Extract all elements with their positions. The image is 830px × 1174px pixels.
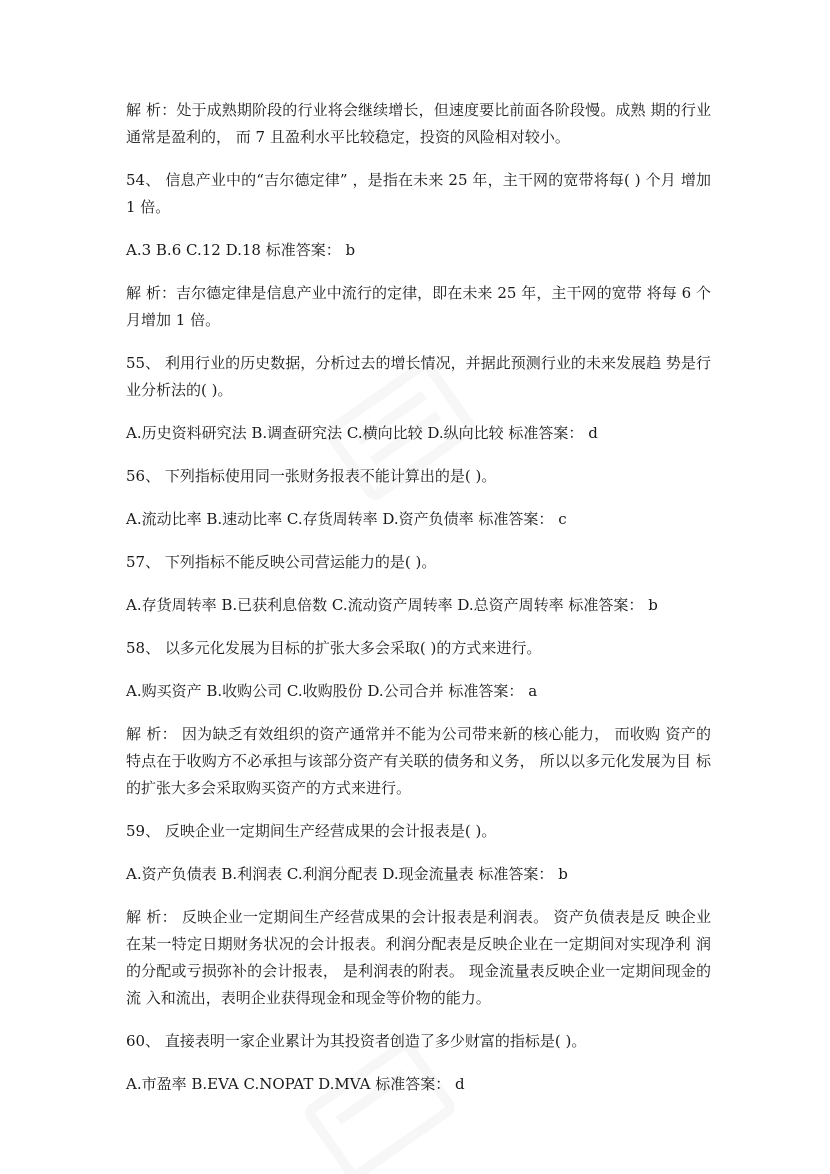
question-60: 60、 直接表明一家企业累计为其投资者创造了多少财富的指标是( )。 [126,1032,587,1050]
options-54: A.3 B.6 C.12 D.18 标准答案： b [126,241,356,259]
explanation-58: 解 析： 因为缺乏有效组织的资产通常并不能为公司带来新的核心能力， 而收购 资产的特点在于收购方不必承担与该部分资产有关联的债务和义务， 所以以多元化发展为目 标的扩张大多会采取购买资产的方式来进行。 [126,725,711,797]
question-54: 54、 信息产业中的“吉尔德定律” ，是指在未来 25 年，主干网的宽带将每( ) 个月 增加 1 倍。 [126,171,711,216]
document-body [126,97,711,1114]
options-55: A.历史资料研究法 B.调查研究法 C.横向比较 D.纵向比较 标准答案： d [126,424,598,442]
question-58: 58、 以多元化发展为目标的扩张大多会采取( )的方式来进行。 [126,639,542,657]
explanation-59: 解 析： 反映企业一定期间生产经营成果的会计报表是利润表。 资产负债表是反 映企业在某一特定日期财务状况的会计报表。利润分配表是反映企业在一定期间对实现净利 润的分配或亏损弥补的会计报表， 是利润表的附表。 现金流量表反映企业一定期间现金的流 入和流出，表明企业获得现金和现金等价物的能力。 [126,908,711,1007]
options-59: A.资产负债表 B.利润表 C.利润分配表 D.现金流量表 标准答案： b [126,865,568,883]
explanation-54: 解 析：吉尔德定律是信息产业中流行的定律，即在未来 25 年，主干网的宽带 将每 6 个月增加 1 倍。 [126,284,711,329]
question-57: 57、 下列指标不能反映公司营运能力的是( )。 [126,553,437,571]
question-59: 59、 反映企业一定期间生产经营成果的会计报表是( )。 [126,822,497,840]
question-56: 56、 下列指标使用同一张财务报表不能计算出的是( )。 [126,467,497,485]
question-55: 55、 利用行业的历史数据，分析过去的增长情况，并据此预测行业的未来发展趋 势是行业分析法的( )。 [126,354,711,399]
options-56: A.流动比率 B.速动比率 C.存货周转率 D.资产负债率 标准答案： c [126,510,567,528]
explanation-paragraph: 解 析：处于成熟期阶段的行业将会继续增长，但速度要比前面各阶段慢。成熟 期的行业通常是盈利的， 而 7 且盈利水平比较稳定，投资的风险相对较小。 [126,101,711,146]
options-58: A.购买资产 B.收购公司 C.收购股份 D.公司合并 标准答案： a [126,682,538,700]
options-60: A.市盈率 B.EVA C.NOPAT D.MVA 标准答案： d [126,1075,465,1093]
options-57: A.存货周转率 B.已获利息倍数 C.流动资产周转率 D.总资产周转率 标准答案： b [126,596,658,614]
